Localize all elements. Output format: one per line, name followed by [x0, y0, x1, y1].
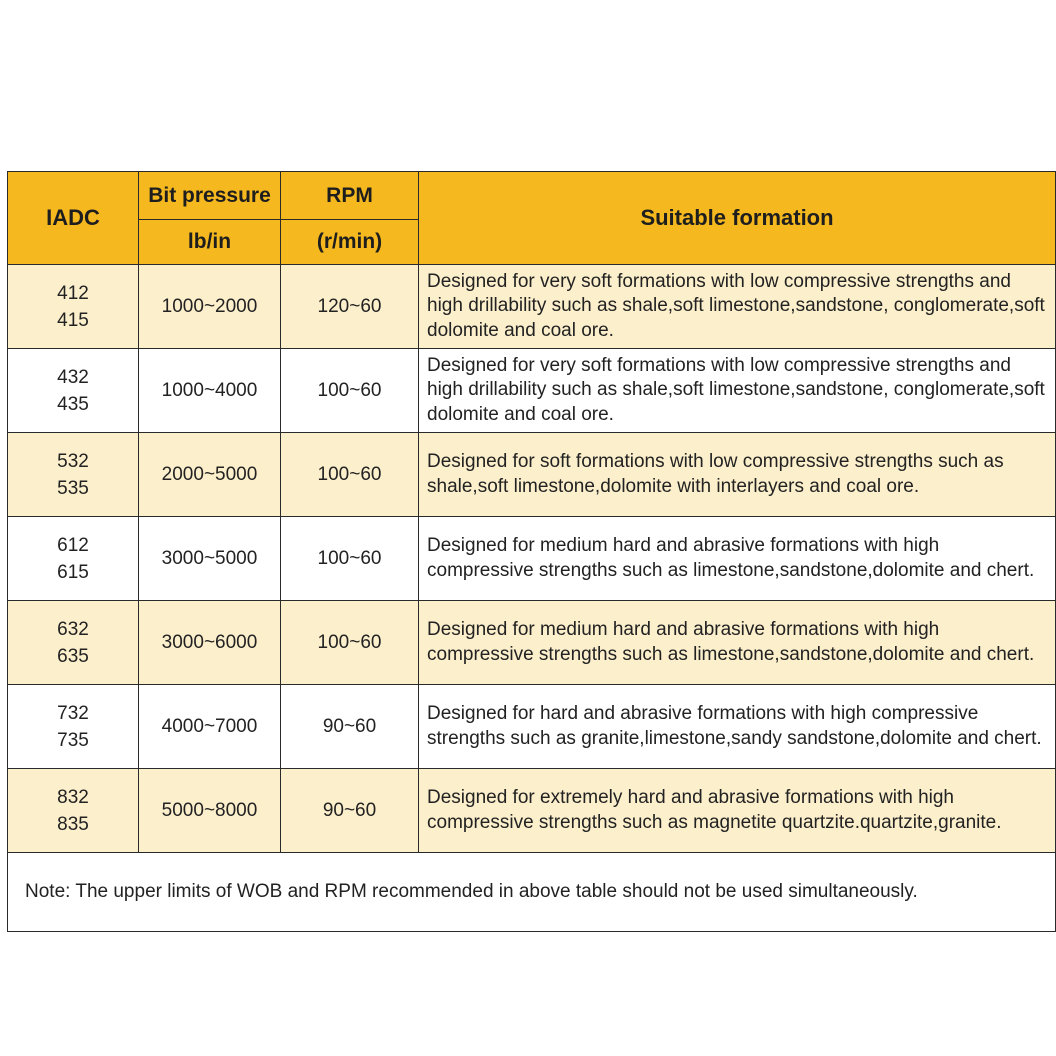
- header-rpm: RPM: [281, 172, 419, 220]
- table-row: [8, 769, 1056, 853]
- table-row: [8, 601, 1056, 685]
- iadc-code: 432: [57, 366, 89, 388]
- bit-pressure-cell: 1000~2000: [139, 265, 281, 349]
- iadc-cell: [8, 601, 139, 685]
- iadc-code: 435: [57, 393, 89, 415]
- table-row: [8, 433, 1056, 517]
- formation-cell: Designed for medium hard and abrasive formations with high compressive strengths such as limestone,sandstone,dolomite and chert.: [419, 601, 1056, 685]
- header-suitable-formation: Suitable formation: [419, 172, 1056, 265]
- formation-cell: Designed for extremely hard and abrasive formations with high compressive strengths such as magnetite quartzite.quartzite,granite.: [419, 769, 1056, 853]
- header-row: [8, 172, 1056, 220]
- note-row: [8, 853, 1056, 932]
- iadc-code: 632: [57, 618, 89, 640]
- iadc-cell: [8, 349, 139, 433]
- iadc-code: 635: [57, 645, 89, 667]
- rpm-cell: 120~60: [281, 265, 419, 349]
- formation-cell: Designed for hard and abrasive formations with high compressive strengths such as granite,limestone,sandy sandstone,dolomite and chert.: [419, 685, 1056, 769]
- formation-cell: Designed for soft formations with low compressive strengths such as shale,soft limestone,dolomite with interlayers and coal ore.: [419, 433, 1056, 517]
- iadc-code: 835: [57, 813, 89, 835]
- table-body: [8, 265, 1056, 932]
- iadc-cell: [8, 433, 139, 517]
- iadc-code: 735: [57, 729, 89, 751]
- table-row: [8, 517, 1056, 601]
- iadc-cell: [8, 769, 139, 853]
- formation-cell: Designed for medium hard and abrasive formations with high compressive strengths such as limestone,sandstone,dolomite and chert.: [419, 517, 1056, 601]
- iadc-code: 535: [57, 477, 89, 499]
- bit-pressure-cell: 5000~8000: [139, 769, 281, 853]
- rpm-cell: 100~60: [281, 601, 419, 685]
- rpm-cell: 100~60: [281, 433, 419, 517]
- rpm-cell: 90~60: [281, 685, 419, 769]
- header-rpm-unit: (r/min): [281, 220, 419, 265]
- iadc-code: 612: [57, 534, 89, 556]
- header-bit-pressure: Bit pressure: [139, 172, 281, 220]
- formation-cell: Designed for very soft formations with low compressive strengths and high drillability such as shale,soft limestone,sandstone, conglomerate,soft dolomite and coal ore.: [419, 349, 1056, 433]
- iadc-code: 615: [57, 561, 89, 583]
- iadc-cell: [8, 685, 139, 769]
- formation-cell: Designed for very soft formations with low compressive strengths and high drillability such as shale,soft limestone,sandstone, conglomerate,soft dolomite and coal ore.: [419, 265, 1056, 349]
- table-row: [8, 349, 1056, 433]
- rpm-cell: 100~60: [281, 517, 419, 601]
- iadc-code: 832: [57, 786, 89, 808]
- iadc-code: 415: [57, 309, 89, 331]
- header-bit-pressure-unit: lb/in: [139, 220, 281, 265]
- bit-pressure-cell: 1000~4000: [139, 349, 281, 433]
- bit-pressure-cell: 4000~7000: [139, 685, 281, 769]
- table-note: Note: The upper limits of WOB and RPM recommended in above table should not be used simultaneously.: [8, 853, 1056, 932]
- iadc-code: 412: [57, 282, 89, 304]
- table-row: [8, 265, 1056, 349]
- bit-pressure-cell: 3000~6000: [139, 601, 281, 685]
- iadc-cell: [8, 517, 139, 601]
- iadc-cell: [8, 265, 139, 349]
- table-row: [8, 685, 1056, 769]
- rpm-cell: 90~60: [281, 769, 419, 853]
- rpm-cell: 100~60: [281, 349, 419, 433]
- bit-pressure-cell: 2000~5000: [139, 433, 281, 517]
- iadc-spec-table: [7, 171, 1056, 932]
- header-iadc: IADC: [8, 172, 139, 265]
- iadc-code: 532: [57, 450, 89, 472]
- iadc-code: 732: [57, 702, 89, 724]
- bit-pressure-cell: 3000~5000: [139, 517, 281, 601]
